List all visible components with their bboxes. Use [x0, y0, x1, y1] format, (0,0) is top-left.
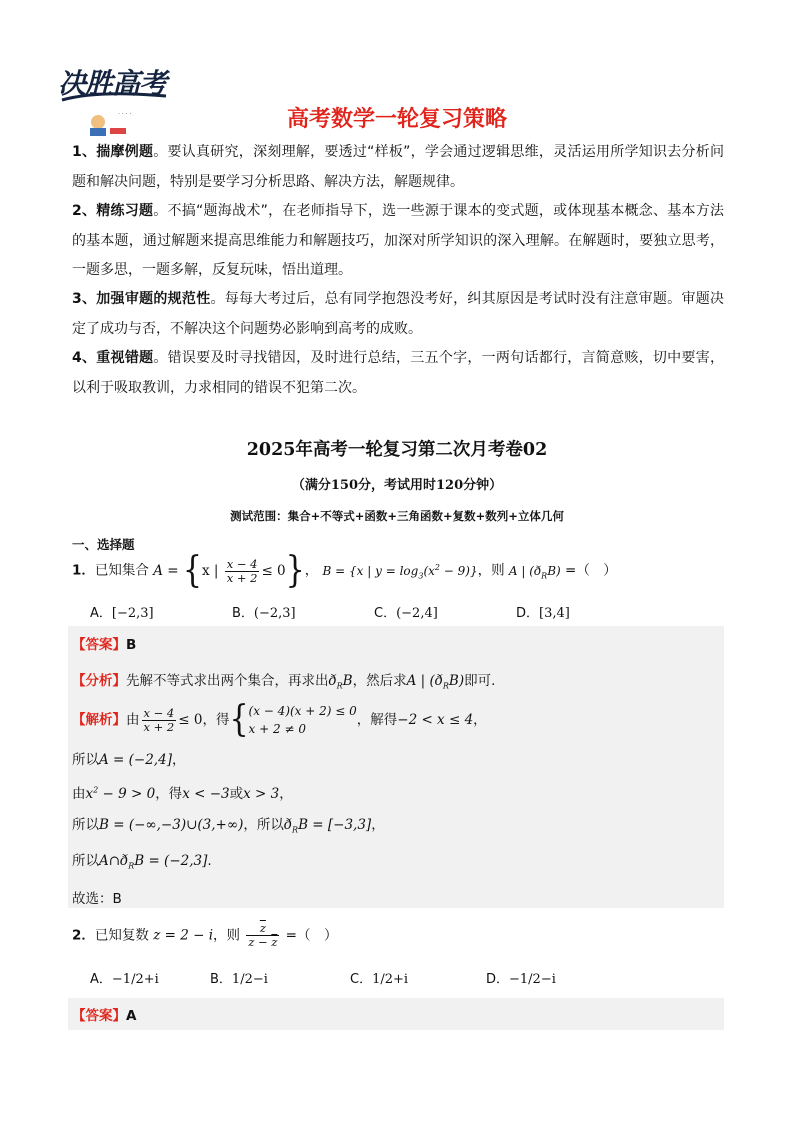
option-value: 1/2−i: [231, 972, 268, 987]
option-a[interactable]: [90, 968, 159, 987]
answer-tag: 【答案】: [72, 1008, 126, 1024]
strategy-body: 。要认真研究，深刻理解，要透过“样板”，学会通过逻辑思维，灵活运用所学知识去分析问题和解决问题，特别是要学习分析思路、解决方法，解题规律。: [72, 144, 724, 190]
option-label: A．: [90, 972, 112, 987]
solution-line-1: 【解析】由 $\frac{x - 4}{x + 2}$ ≤ 0，得{ (x − 4)(x + 2) ≤ 0 x + 2 ≠ 0 ，解得−2 < x ≤ 4，: [72, 698, 487, 741]
option-b[interactable]: [232, 602, 296, 621]
solution-text: 或: [229, 786, 244, 802]
solution-text: 所以: [72, 752, 99, 768]
stem-text: （ ）: [297, 927, 338, 944]
set-expression: A | $(ð_RB)$: [508, 563, 561, 580]
strategy-head: 3、加强审题的规范性: [72, 291, 211, 307]
option-label: B．: [232, 606, 254, 621]
question-number: 2．: [72, 927, 95, 944]
exam-title: 2025年高考一轮复习第二次月考卷02: [246, 440, 548, 460]
option-label: C．: [374, 606, 397, 621]
option-a[interactable]: [90, 602, 154, 621]
exam-range: 测试范围：集合+不等式+函数+三角函数+复数+数列+立体几何: [230, 509, 564, 523]
fraction-expression: $\frac{\overline{z}}{z - \overline{z}}$: [248, 921, 278, 949]
set-b-expression: B = {x | $y = \log_3(x^2 - 9)$}: [322, 562, 478, 580]
stem-text: 已知复数: [94, 927, 149, 944]
option-label: B．: [210, 972, 232, 987]
option-label: D．: [516, 606, 540, 621]
solution-text: ，得: [202, 712, 230, 728]
stem-text: 已知集合: [94, 562, 149, 579]
option-d[interactable]: [486, 968, 556, 987]
option-d[interactable]: [516, 602, 570, 621]
answer-tag: 【答案】: [72, 637, 126, 653]
option-c[interactable]: [374, 602, 438, 621]
exam-subtitle: （满分150分，考试用时120分钟）: [291, 478, 503, 493]
analysis-text: 先解不等式求出两个集合，再求出: [126, 673, 329, 689]
strategy-head: 4、重视错题: [72, 350, 154, 366]
strategy-head: 2、精练习题: [72, 203, 154, 219]
solution-line-3: 由$x^2 - 9 > 0$，得x < −3或x > 3，: [72, 785, 293, 802]
option-value: [−2,3]: [111, 606, 154, 621]
solution-text: ，所以: [243, 817, 284, 833]
solution-tag: 【解析】: [72, 712, 126, 728]
option-label: D．: [486, 972, 510, 987]
question-1-stem: 1．已知集合 A = {x | $\frac{x - 4}{x + 2}$ ≤ 0}， B = {x | $y = \log_3(x^2 - 9)$}，则 A | $(ð_RB)$ =（ ）: [72, 549, 617, 592]
option-value: −1/2−i: [509, 972, 556, 987]
complex-expression: z = 2 − i: [153, 927, 214, 944]
stem-text: ，则: [477, 562, 505, 579]
solution-text: ，得: [155, 786, 183, 802]
option-value: 1/2+i: [372, 972, 409, 987]
strategy-item-1: [72, 138, 724, 197]
option-label: C．: [350, 972, 373, 987]
answer-value: A: [126, 1008, 137, 1024]
strategy-body: 。不搞“题海战术”，在老师指导下，选一些源于课本的变式题，或体现基本概念、基本方法的基本题，通过解题来提高思维能力和解题技巧，加深对所学知识的深入理解。在解题时，要独立思考，一题多思，一题多解，反复玩味，悟出道理。: [72, 203, 724, 278]
option-label: A．: [90, 606, 112, 621]
page-title: 高考数学一轮复习策略: [286, 107, 507, 132]
svg-text:· · · ·: · · · ·: [118, 111, 132, 118]
answer-value: B: [126, 637, 137, 653]
solution-text: ，解得: [356, 712, 398, 728]
section-heading: 一、选择题: [72, 537, 135, 552]
stem-text: ，则: [213, 927, 241, 944]
option-c[interactable]: [350, 968, 408, 987]
option-b[interactable]: [210, 968, 268, 987]
strategy-body: 。错误要及时寻找错因，及时进行总结，三五个字，一两句话都行，言简意赅，切中要害，以利于吸取教训，力求相同的错误不犯第二次。: [72, 350, 724, 396]
option-value: [3,4]: [539, 606, 570, 621]
strategy-item-2: [72, 197, 724, 286]
stem-text: （ ）: [576, 562, 617, 579]
answer-line: [72, 633, 136, 653]
strategy-item-3: [72, 285, 724, 344]
answer-line: [72, 1004, 136, 1024]
logo-text: 决胜高考: [58, 67, 167, 100]
strategy-item-4: [72, 344, 724, 403]
option-value: (−2,4]: [396, 606, 438, 621]
solution-text: 所以: [72, 817, 99, 833]
solution-line-5: 所以$A\cap ð_RB = (-2,3]$.: [72, 853, 212, 871]
option-value: (−2,3]: [253, 606, 296, 621]
analysis-text: 即可.: [464, 673, 496, 689]
strategy-head: 1、揣摩例题: [72, 144, 154, 160]
analysis-text: ，然后求: [352, 673, 407, 689]
set-a-expression: A = {x | $\frac{x - 4}{x + 2}$ ≤ 0}: [153, 549, 305, 592]
solution-text: 由: [72, 786, 86, 802]
analysis-tag: 【分析】: [72, 673, 126, 689]
answer-panel: [68, 998, 724, 1030]
solution-line-4: 所以B = (−∞,−3)∪(3,+∞)，所以$ð_RB = [-3,3]$，: [72, 817, 385, 835]
solution-text: 所以: [72, 853, 99, 869]
question-2-stem: 2．已知复数 z = 2 − i，则 $\frac{\overline{z}}{z - \overline{z}}$ =（ ）: [72, 921, 338, 949]
strategy-body: 。每每大考过后，总有同学抱怨没考好，纠其原因是考试时没有注意审题。审题决定了成功与否，不解决这个问题势必影响到高考的成败。: [72, 291, 724, 337]
choose-line: 故选：B: [72, 891, 122, 907]
analysis-line: 【分析】先解不等式求出两个集合，再求出$ð_RB$，然后求A | $(ð_RB)$即可.: [72, 673, 496, 691]
question-number: 1．: [72, 562, 95, 579]
option-value: −1/2+i: [111, 972, 159, 987]
solution-text: 由: [126, 712, 140, 728]
solution-line-2: 所以A = (−2,4]，: [72, 752, 186, 768]
